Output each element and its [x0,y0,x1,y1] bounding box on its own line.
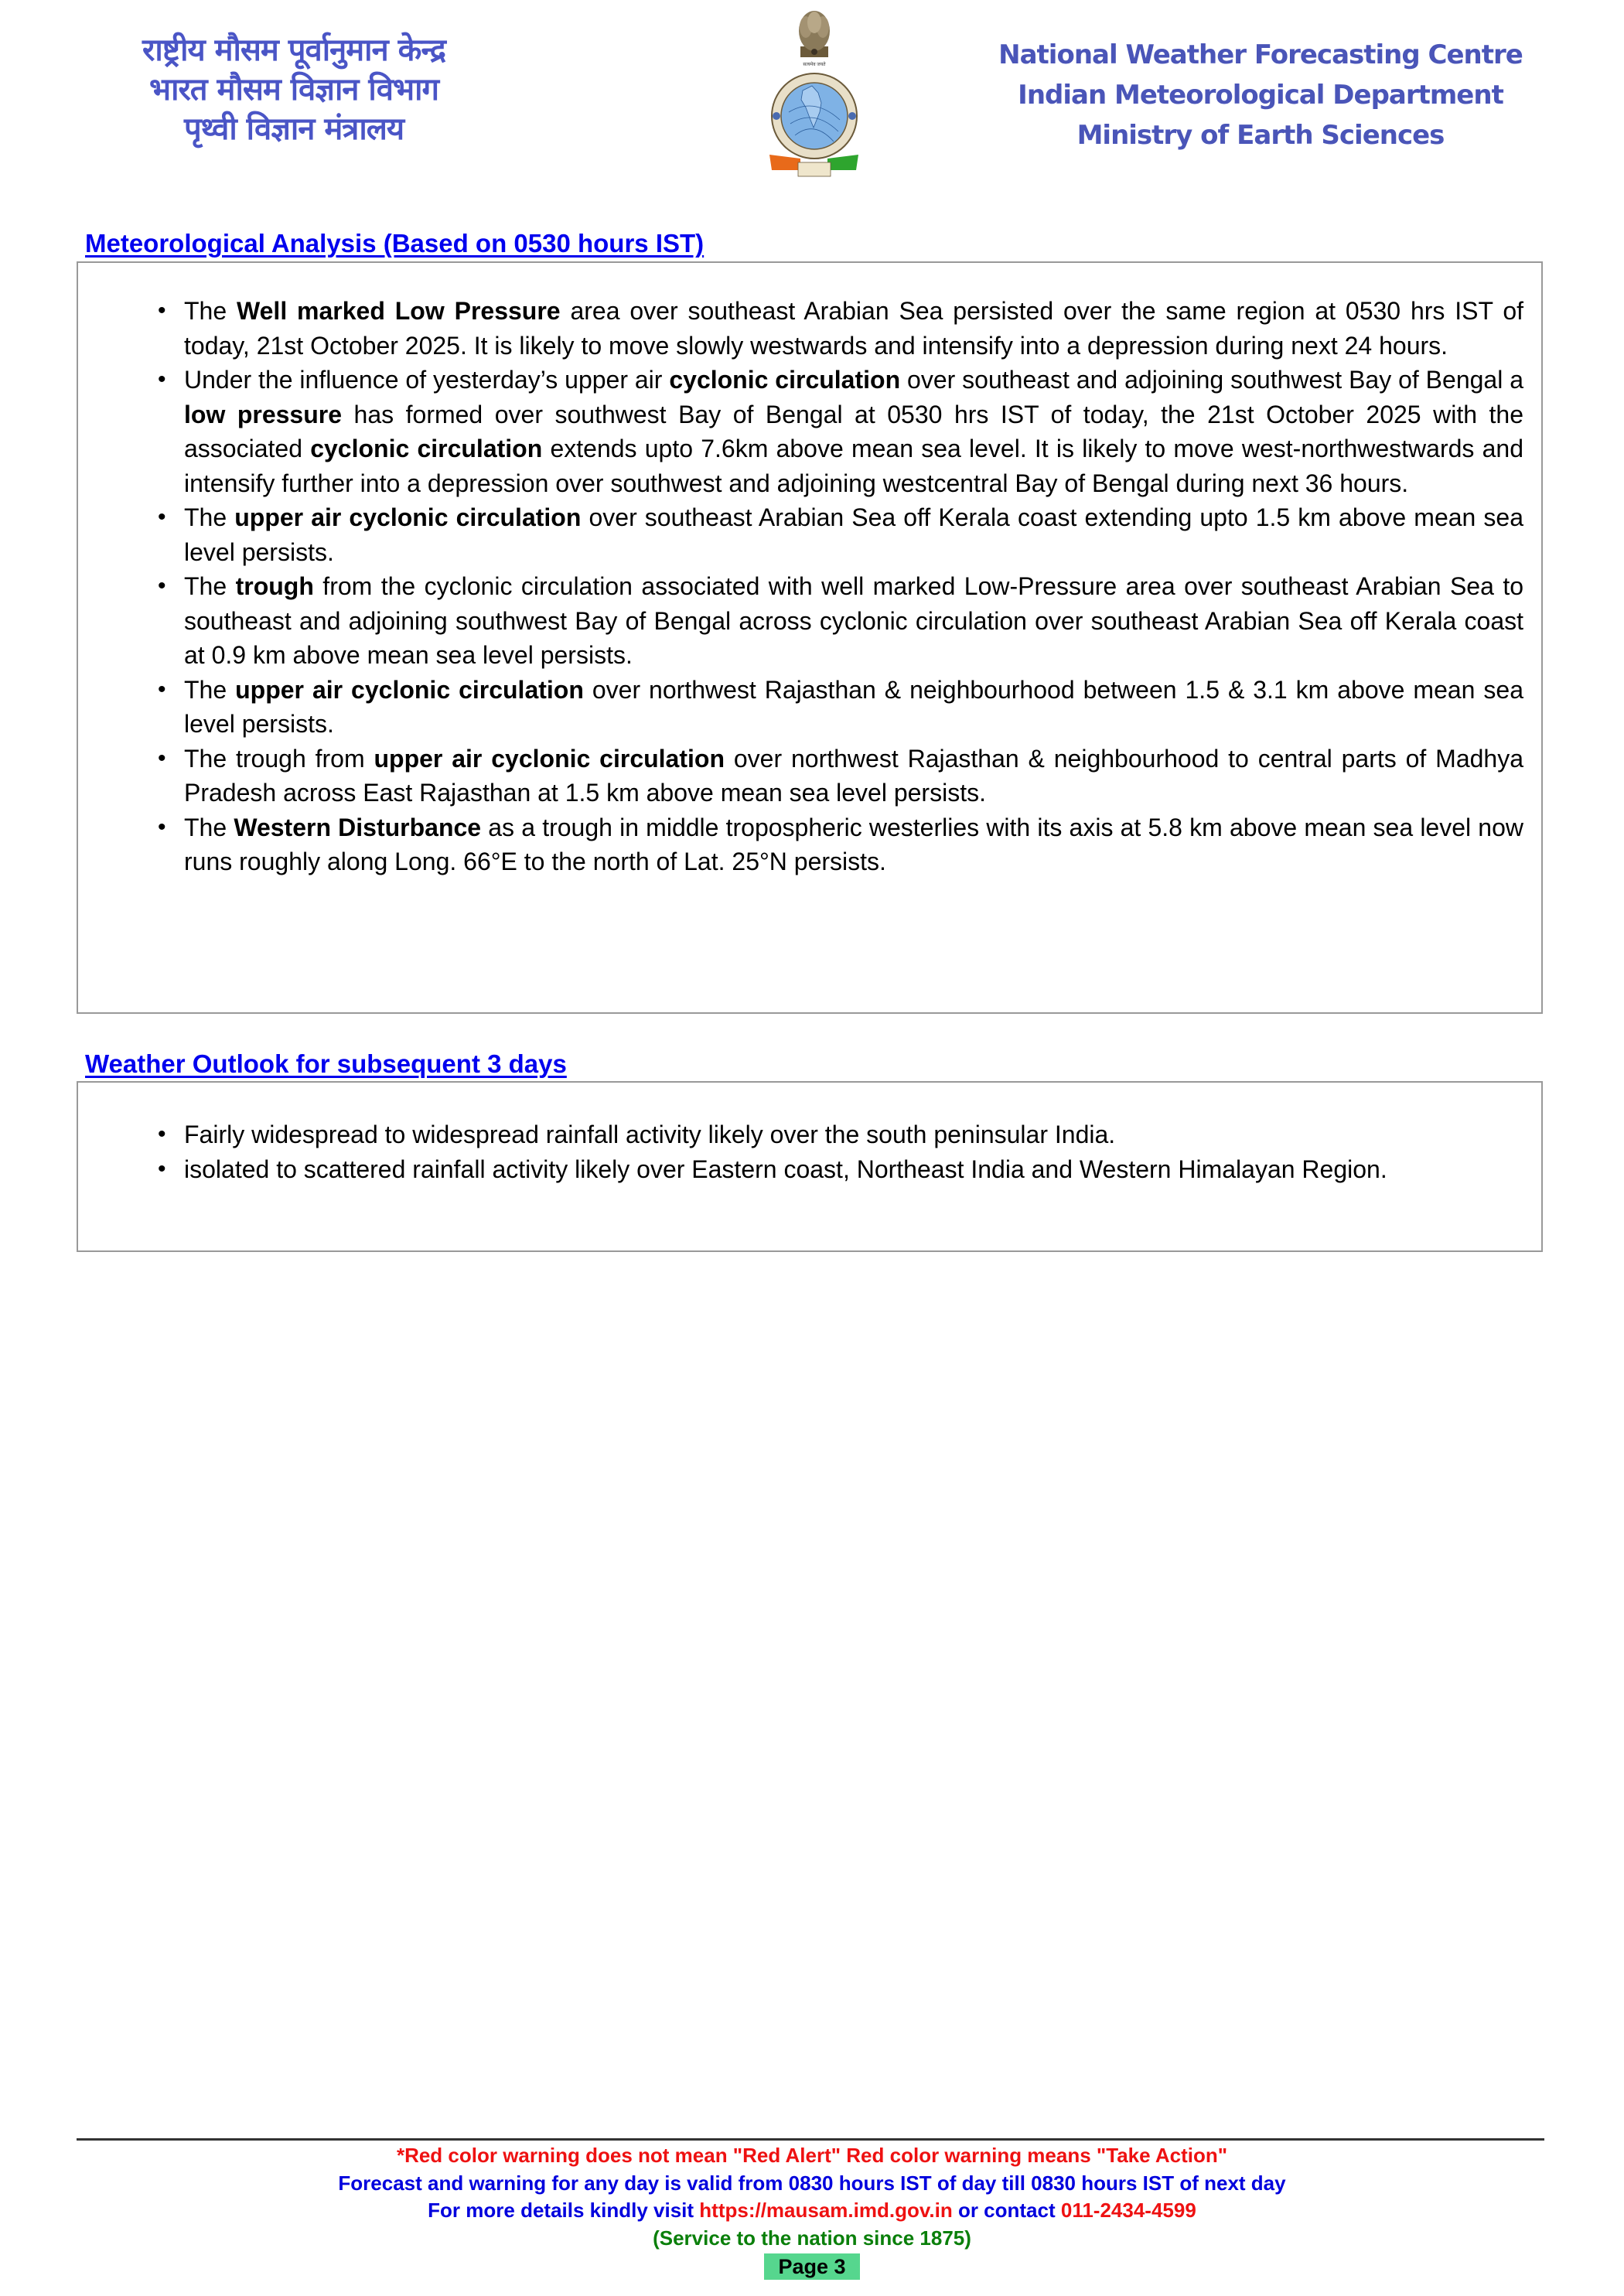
text-run: The [184,503,235,531]
english-line-1: National Weather Forecasting Centre [998,39,1523,70]
bold-term: upper air cyclonic circulation [235,675,584,704]
bullet-item [158,363,1524,500]
text-run: Fairly widespread to widespread rainfall activity likely over the south peninsular India. [184,1121,1116,1148]
text-run: The trough from [184,744,374,773]
hindi-line-3: पृथ्वी विज्ञान मंत्रालय [183,111,404,147]
bullet-item [158,1152,1545,1187]
bullet-dot-icon: • [158,504,166,530]
text-run: over northwest Rajasthan & neighbourhood between 1.5 & 3.1 km above mean sea level persists. [184,675,1524,738]
bold-term: low pressure [184,400,343,428]
bullet-item [158,569,1524,673]
bullet-dot-icon: • [158,1121,166,1147]
english-org-title [959,35,1562,155]
analysis-section-title: Meteorological Analysis (Based on 0530 hours IST) [85,229,705,258]
motto-text: सत्यमेव जयते [803,63,826,67]
lion-capital-icon [799,11,830,57]
bullet-item [158,294,1524,363]
bullet-item [158,810,1524,879]
english-line-3: Ministry of Earth Sciences [1076,120,1445,151]
bullet-dot-icon: • [158,1155,166,1182]
text-run: The [184,297,237,325]
text-run: The [184,813,234,841]
bullet-dot-icon: • [158,745,166,771]
bold-term: cyclonic circulation [669,366,901,394]
bold-term: upper air cyclonic circulation [234,503,582,531]
english-line-2: Indian Meteorological Department [1018,80,1503,111]
text-run: over northwest Rajasthan & neighbourhood to central parts of Madhya Pradesh across East Rajasthan at 1.5 km above mean sea level persists. [184,744,1524,807]
bold-term: Well marked Low Pressure [237,297,561,325]
text-run: has formed over southwest Bay of Bengal at 0530 hrs IST of today, the 21st October 2025 with the associated [184,400,1524,462]
footer-divider [77,2138,1544,2141]
text-run: The [184,675,236,704]
details-middle: or contact [952,2199,1061,2222]
bullet-item [158,742,1524,810]
text-run: over southeast Arabian Sea off Kerala coast extending upto 1.5 km above mean sea level persists. [184,503,1524,566]
text-run: as a trough in middle tropospheric westerlies with its axis at 5.8 km above mean sea level now runs roughly along Long. 66°E to the north of Lat. 25°N persists. [184,813,1524,875]
validity-note: Forecast and warning for any day is valid from 0830 hours IST of day till 0830 hours IST of next day [338,2171,1286,2195]
outlook-section-title: Weather Outlook for subsequent 3 days [85,1049,567,1078]
hindi-line-1: राष्ट्रीय मौसम पूर्वानुमान केन्द्र [142,32,445,68]
text-run: from the cyclonic circulation associated with well marked Low-Pressure area over southeast Arabian Sea to southeast and adjoining southwest Bay of Bengal across cyclonic circulation over southeast Arabian Sea off Kerala coast at 0.9 km above mean sea level persists. [184,572,1524,669]
red-warning-note: *Red color warning does not mean "Red Alert" Red color warning means "Take Action" [396,2144,1228,2167]
service-note: (Service to the nation since 1875) [653,2226,971,2250]
bold-term: upper air cyclonic circulation [374,744,725,773]
bullet-dot-icon: • [158,814,166,840]
bullet-dot-icon: • [158,573,166,599]
bold-term: cyclonic circulation [310,435,543,462]
bullet-item [158,673,1524,742]
text-run: isolated to scattered rainfall activity likely over Eastern coast, Northeast India and Western Himalayan Region. [184,1155,1387,1183]
text-run: The [184,572,236,600]
page-header [0,0,1624,193]
text-run: extends upto 7.6km above mean sea level. It is likely to move west-northwestwards and intensify further into a depression over southwest and adjoining westcentral Bay of Bengal during next 36 hours. [184,435,1524,497]
analysis-box [77,261,1543,1014]
page-footer [0,2142,1624,2281]
analysis-list [158,294,1524,879]
hindi-org-title [93,31,495,149]
website-link[interactable]: https://mausam.imd.gov.in [699,2199,953,2222]
hindi-line-2: भारत मौसम विज्ञान विभाग [148,72,439,107]
outlook-box [77,1081,1543,1252]
bullet-item [158,500,1524,569]
imd-emblem-logo [766,4,862,186]
bold-term: Western Disturbance [234,813,482,841]
details-line [0,2197,1624,2225]
bullet-dot-icon: • [158,298,166,323]
page-number-badge: Page 3 [764,2253,859,2280]
bold-term: trough [235,572,314,600]
contact-phone[interactable]: 011-2434-4599 [1060,2199,1196,2222]
outlook-list [158,1117,1545,1186]
text-run: Under the influence of yesterday’s upper air [184,366,670,394]
bullet-item [158,1117,1545,1152]
text-run: over southeast and adjoining southwest Bay of Bengal a [900,366,1524,394]
bullet-dot-icon: • [158,367,166,392]
bullet-dot-icon: • [158,676,166,702]
text-run: area over southeast Arabian Sea persisted over the same region at 0530 hrs IST of today, 21st October 2025. It is likely to move slowly westwards and intensify into a depression during next 24 hours. [184,297,1524,360]
details-prefix: For more details kindly visit [428,2199,700,2222]
